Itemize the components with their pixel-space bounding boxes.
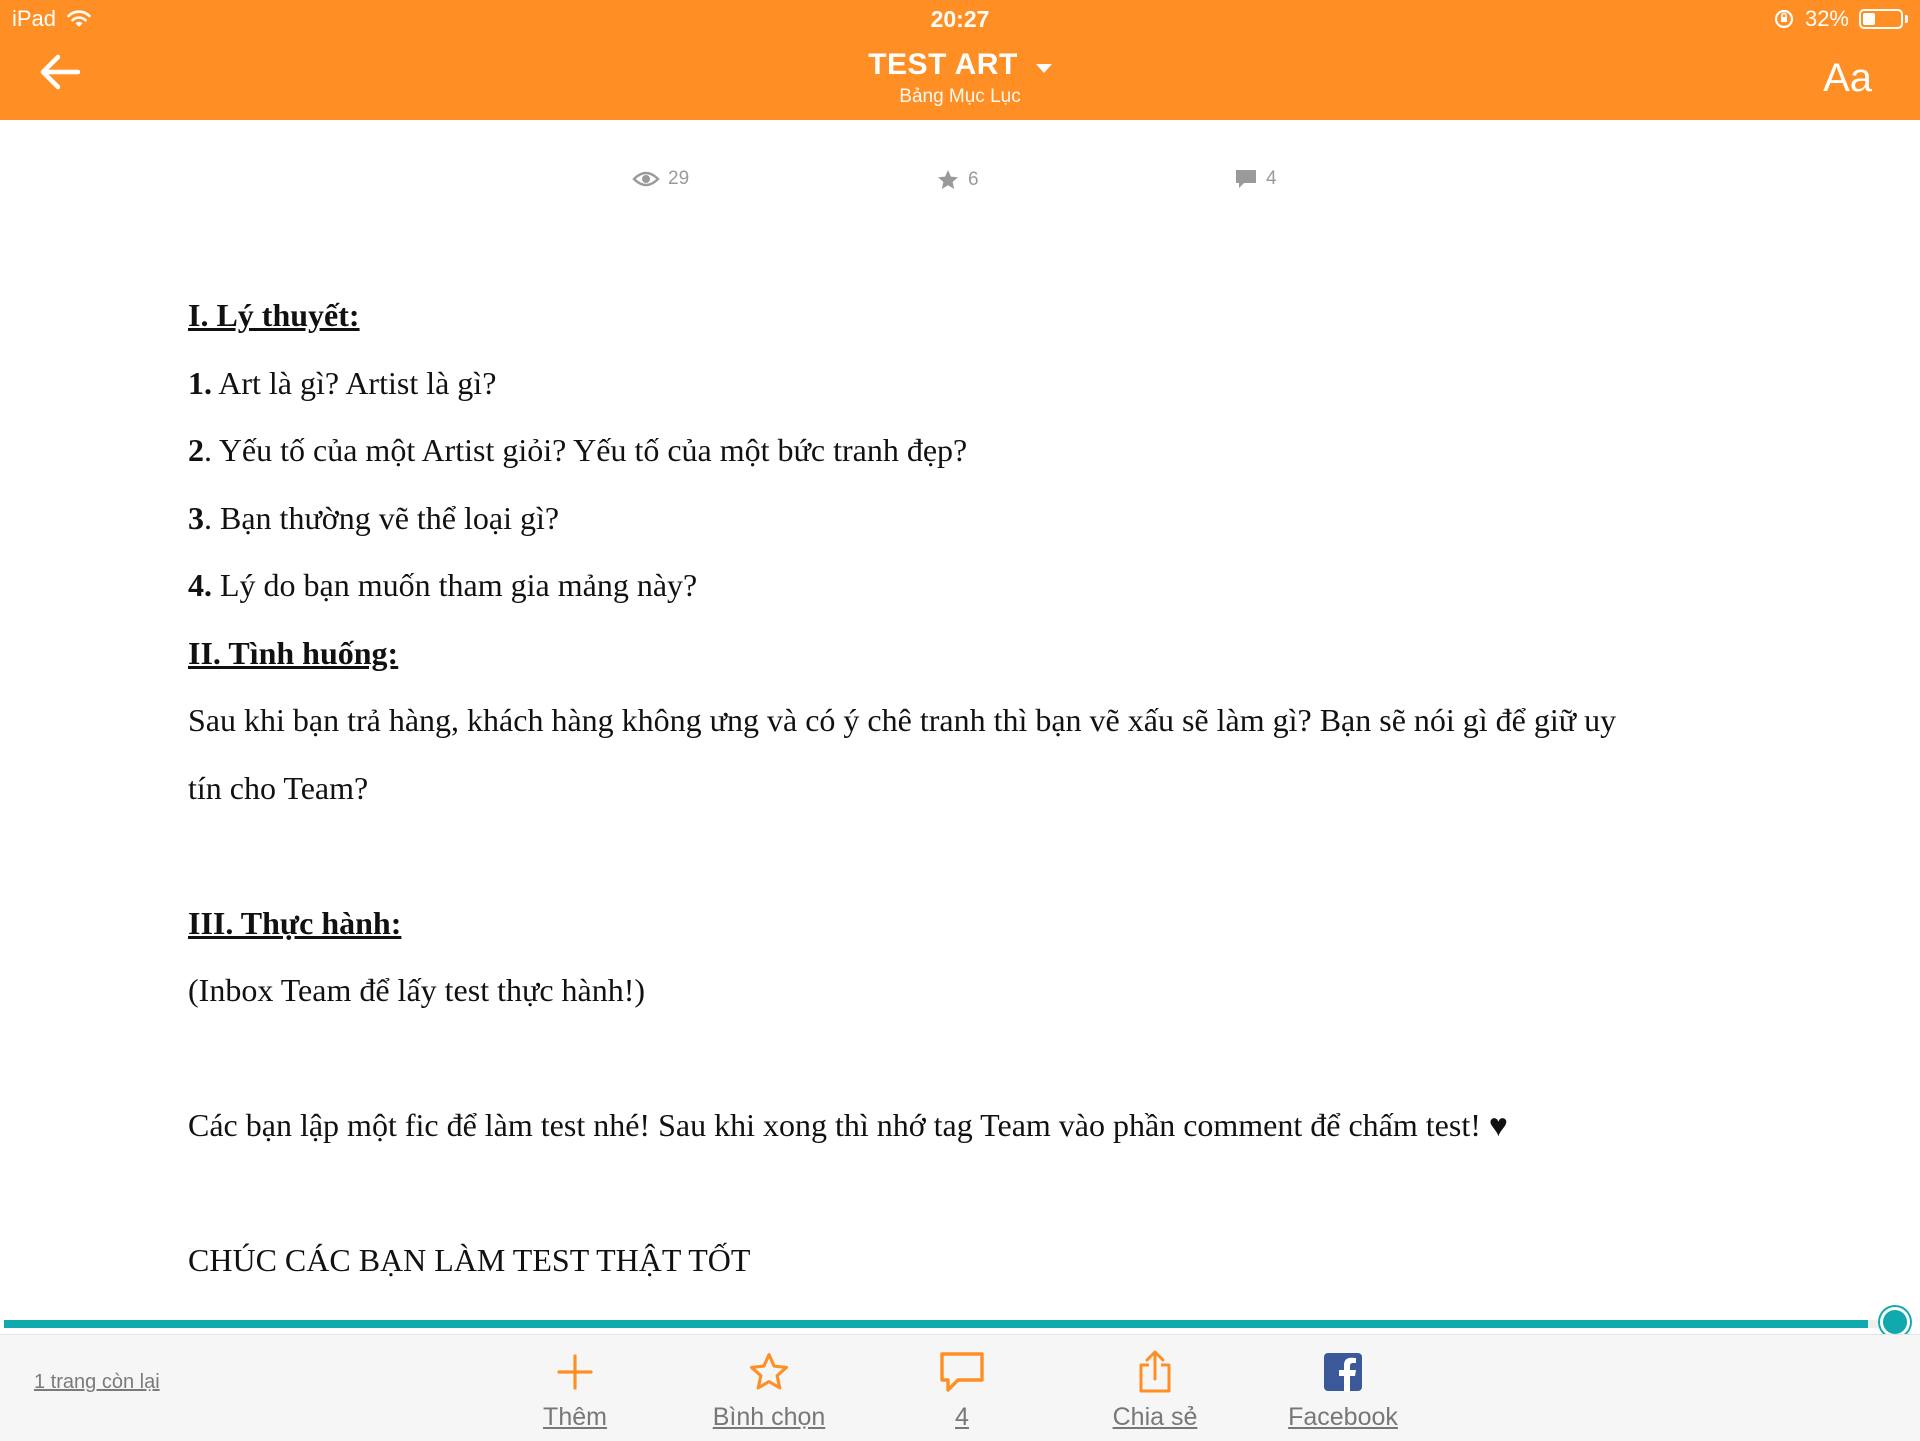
paragraph: Các bạn lập một fic để làm test nhé! Sau khi xong thì nhớ tag Team vào phần comment để chấm test! ♥	[188, 1107, 1508, 1143]
eye-icon	[632, 169, 660, 189]
status-bar	[0, 0, 1920, 38]
section-heading: II. Tình huống:	[188, 634, 399, 671]
progress-handle[interactable]	[1880, 1307, 1910, 1337]
reading-progress-fill	[4, 1320, 1868, 1328]
vote-label: Bình chọn	[712, 1403, 826, 1431]
question-2: 2. Yếu tố của một Artist giỏi? Yếu tố của một bức tranh đẹp?	[188, 432, 968, 468]
share-icon	[1137, 1349, 1173, 1395]
battery-icon	[1859, 9, 1903, 29]
comments-button[interactable]	[892, 1347, 1032, 1432]
add-label: Thêm	[543, 1403, 607, 1431]
section-heading: I. Lý thuyết:	[188, 297, 360, 333]
device-label: iPad	[12, 6, 57, 31]
vote-button[interactable]	[699, 1347, 839, 1432]
top-bar	[0, 0, 1920, 120]
header-subtitle[interactable]: Bảng Mục Lục	[899, 86, 1021, 107]
pages-left-link[interactable]: 1 trang còn lại	[34, 1371, 160, 1393]
story-title: TEST ART	[868, 48, 1018, 81]
chevron-down-icon	[1036, 64, 1052, 73]
paragraph: Sau khi bạn trả hàng, khách hàng không ưng và có ý chê tranh thì bạn vẽ xấu sẽ làm gì? Bạn sẽ nói gì để giữ uy	[188, 702, 1617, 738]
font-settings-button[interactable]: Aa	[1823, 56, 1872, 100]
paragraph: (Inbox Team để lấy test thực hành!)	[188, 972, 646, 1008]
question-1: 1. Art là gì? Artist là gì?	[188, 364, 497, 401]
plus-icon	[555, 1352, 595, 1392]
paragraph: tín cho Team?	[188, 769, 369, 806]
story-stats	[0, 168, 1920, 204]
question-3: 3. Bạn thường vẽ thể loại gì?	[188, 499, 560, 536]
star-outline-icon	[747, 1350, 791, 1394]
comments-stat	[1234, 168, 1277, 190]
table-of-contents-toggle[interactable]	[868, 48, 1052, 82]
comments-label: 4	[955, 1403, 969, 1431]
reading-progress-track[interactable]	[4, 1320, 1896, 1328]
facebook-label: Facebook	[1288, 1403, 1398, 1431]
add-button[interactable]	[505, 1347, 645, 1432]
paragraph: CHÚC CÁC BẠN LÀM TEST THẬT TỐT	[188, 1242, 751, 1278]
section-heading: III. Thực hành:	[188, 904, 402, 941]
bottom-toolbar	[0, 1334, 1920, 1441]
facebook-share-button[interactable]	[1273, 1347, 1413, 1432]
share-button[interactable]	[1085, 1347, 1225, 1432]
battery-percent: 32%	[1804, 6, 1849, 31]
reads-count: 29	[668, 168, 690, 189]
comments-count: 4	[1266, 168, 1277, 189]
star-icon	[936, 168, 960, 192]
reads-stat	[632, 168, 689, 190]
question-4: 4. Lý do bạn muốn tham gia mảng này?	[188, 567, 698, 603]
chapter-content	[188, 282, 1748, 1295]
comment-outline-icon	[938, 1350, 986, 1394]
rotation-lock-icon	[1773, 8, 1795, 30]
clock: 20:27	[930, 6, 990, 32]
comment-icon	[1234, 168, 1258, 190]
share-label: Chia sẻ	[1112, 1403, 1198, 1431]
votes-stat	[936, 168, 979, 192]
votes-count: 6	[968, 169, 979, 190]
facebook-icon	[1323, 1352, 1363, 1392]
